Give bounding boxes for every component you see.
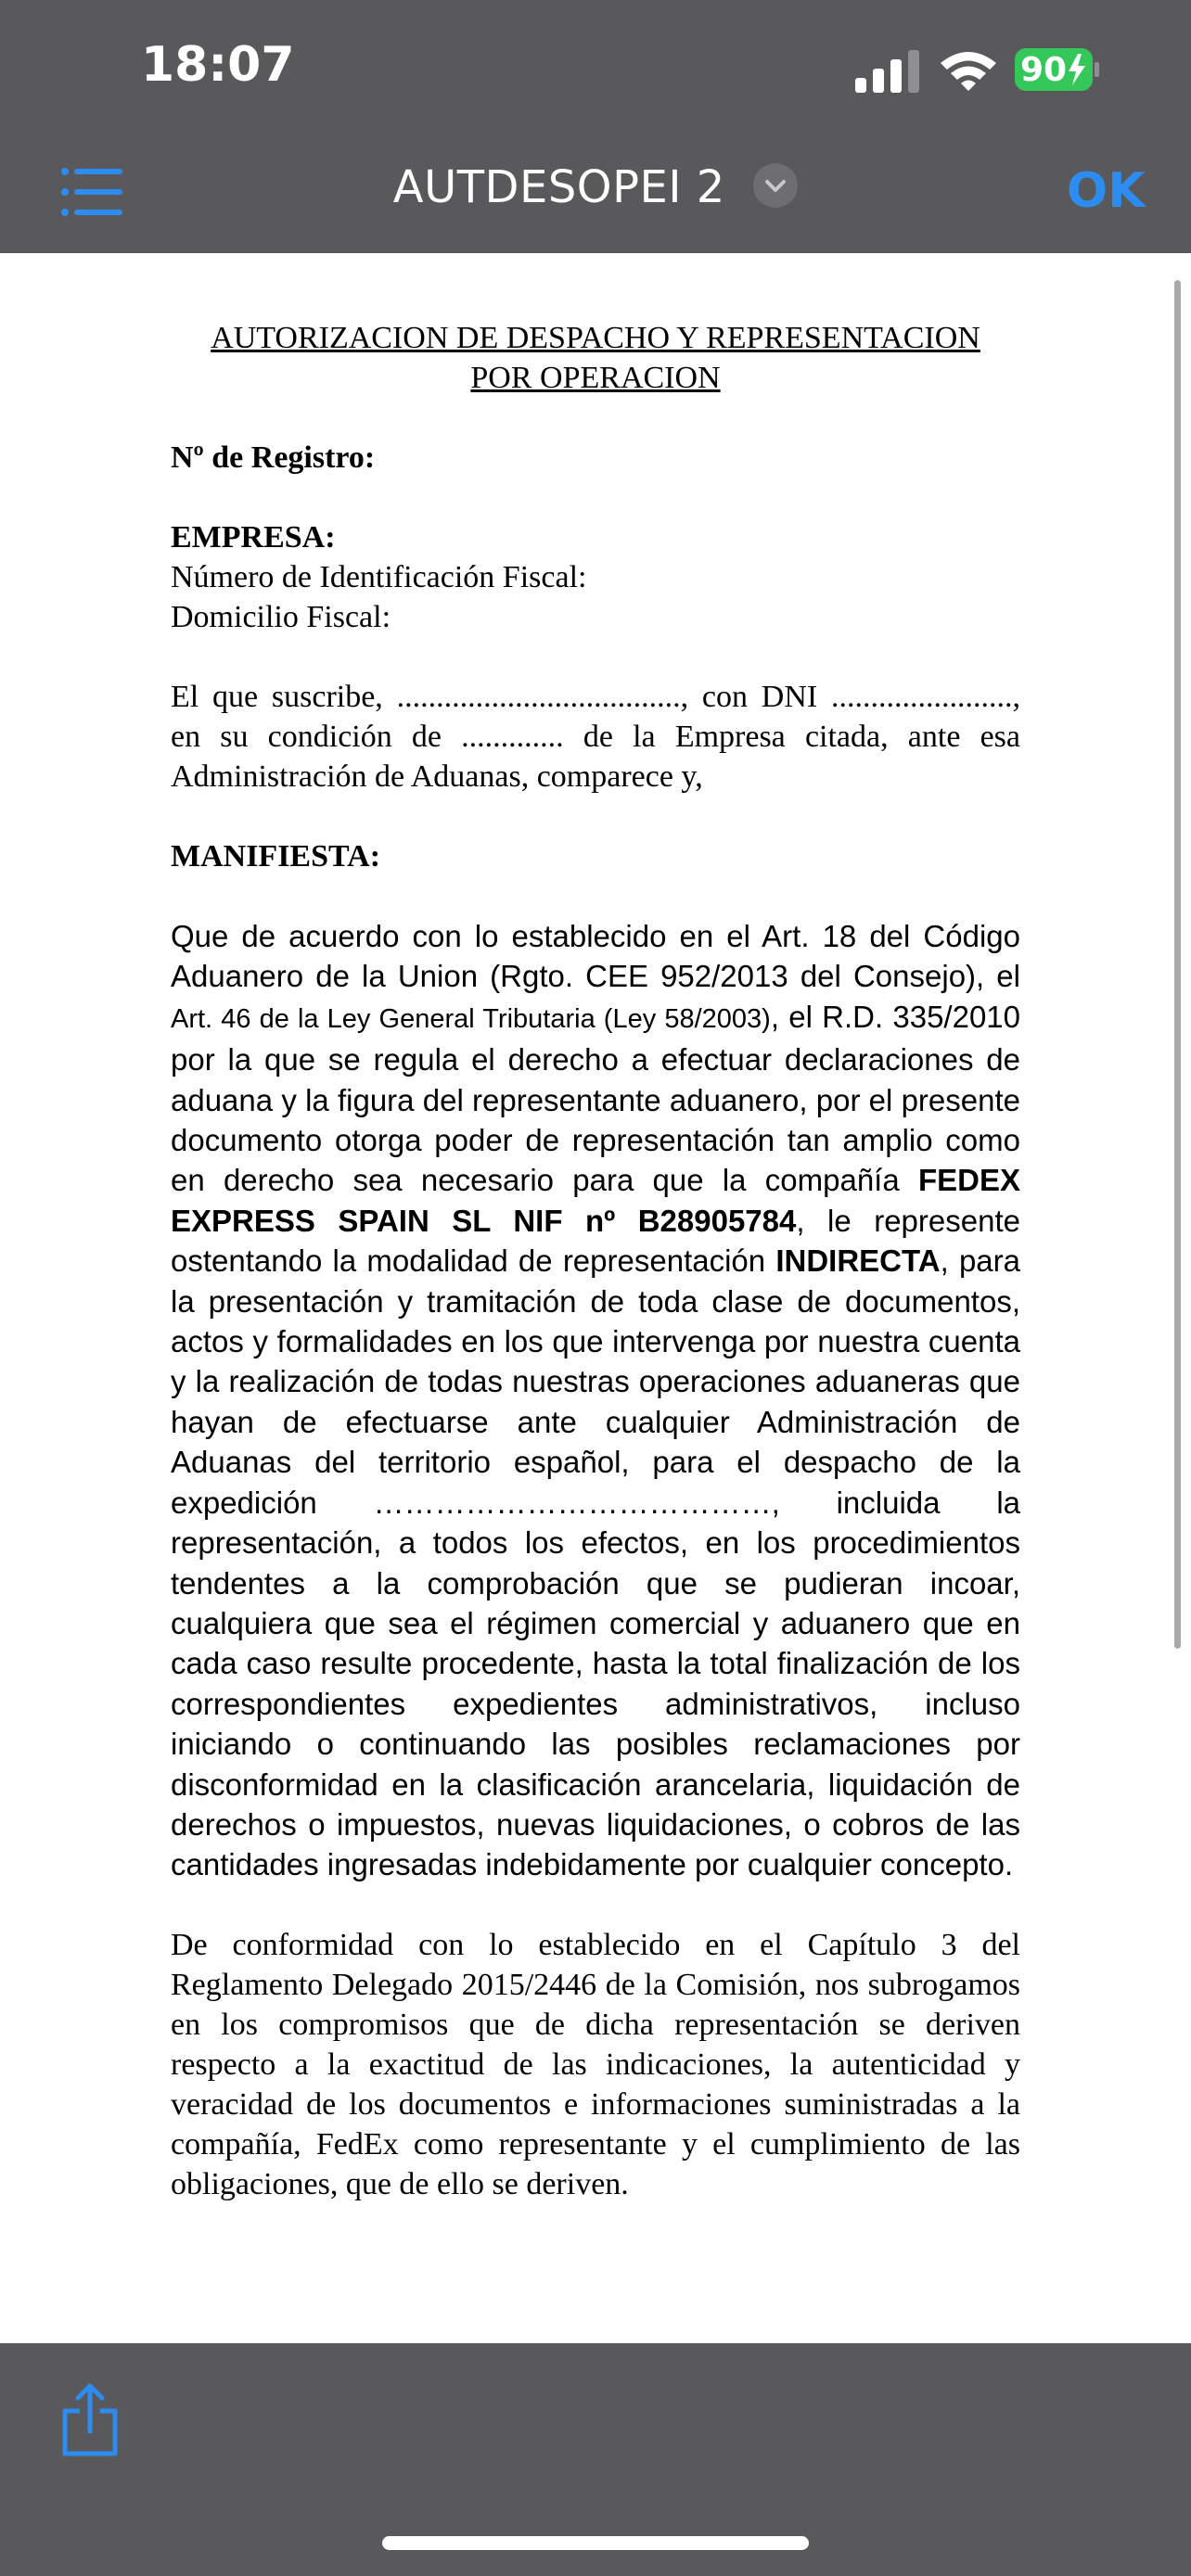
battery-charging-icon xyxy=(1015,48,1100,91)
company-name: FEDEX EXPRESS SPAIN SL NIF nº B28905784 xyxy=(171,1163,1020,1238)
conformidad-paragraph: De conformidad con lo establecido en el Capítulo 3 del Reglamento Delegado 2015/2446 de la Comisión, nos subrogamos en los compromisos que de dicha representación se deriven respecto a la exactitud de las indicaciones, la autenticidad y veracidad de los documentos e informaciones suministradas a la compañía, FedEx como representante y el cumplimiento de las obligaciones, que de ello se deriven. xyxy=(171,1927,1020,2201)
document-title[interactable]: AUTDESOPEI 2 xyxy=(392,161,725,213)
body-text-small: Art. 46 de la Ley General Tributaria (Ley 58/2003) xyxy=(171,1003,771,1034)
domicilio-label: Domicilio Fiscal: xyxy=(171,600,391,634)
document-title-menu[interactable] xyxy=(0,161,1191,226)
body-text: , para la presentación y tramitación de toda clase de documentos, actos y formalidades en los que intervenga por nuestra cuenta y la realización de todas nuestras operaciones aduaneras que hayan de efectuarse ante cualquier Administración de Aduanas del territorio español, para el despacho de la expedición …………………………………, incluida la representación, a todos los efectos, en los procedimientos tendentes a la comprobación que se pudieran incoar, cualquiera que sea el régimen comercial y aduanero que en cada caso resulte procedente, hasta la total finalización de los correspondientes expedientes administrativos, incluso iniciando o continuando las posibles reclamaciones por disconformidad en la clasificación arancelaria, liquidación de derechos o impuestos, nuevas liquidaciones, o cobros de las cantidades ingresadas indebidamente por cualquier concepto. xyxy=(171,1243,1020,1882)
heading-line-1: AUTORIZACION DE DESPACHO Y REPRESENTACION xyxy=(211,321,980,355)
body-text: Que de acuerdo con lo establecido en el Art. 18 del Código Aduanero de la Union (Rgto. CEE 952/2013 del Consejo), el xyxy=(171,919,1020,994)
body-text: , el R.D. 335/2010 por la que se regula el derecho a efectuar declaraciones de aduana y la figura del representante aduanero, por el presente documento otorga poder de representación tan amplio como en derecho sea necesario para que la compañía xyxy=(171,999,1020,1198)
chevron-down-icon[interactable] xyxy=(753,163,798,208)
intro-paragraph: El que suscribe, ...................................., con DNI ......................., en su condición de ............. de la Empresa citada, ante esa Administración de Aduanas, comparece y, xyxy=(171,680,1020,794)
battery-level: 90 xyxy=(1020,51,1068,89)
ok-button[interactable]: OK xyxy=(1067,163,1146,219)
body-text: , le represente ostentando la modalidad de representación xyxy=(171,1203,1020,1279)
home-indicator[interactable] xyxy=(382,2536,809,2550)
empresa-label: EMPRESA: xyxy=(171,520,336,555)
document-page[interactable] xyxy=(0,253,1191,2343)
document-content xyxy=(171,318,1020,2204)
status-time: 18:07 xyxy=(141,37,295,93)
scrollbar[interactable] xyxy=(1174,280,1181,1649)
heading-line-2: POR OPERACION xyxy=(470,361,721,395)
share-icon[interactable] xyxy=(59,2383,121,2457)
registro-label: Nº de Registro: xyxy=(171,440,376,475)
nif-label: Número de Identificación Fiscal: xyxy=(171,560,587,594)
status-bar xyxy=(0,0,1191,139)
manifiesta-paragraph xyxy=(171,916,1020,1885)
document-heading xyxy=(171,318,1020,398)
representation-type: INDIRECTA xyxy=(775,1243,941,1279)
manifiesta-label: MANIFIESTA: xyxy=(171,839,381,874)
wifi-icon xyxy=(937,48,1000,93)
cellular-signal-icon xyxy=(855,50,920,93)
